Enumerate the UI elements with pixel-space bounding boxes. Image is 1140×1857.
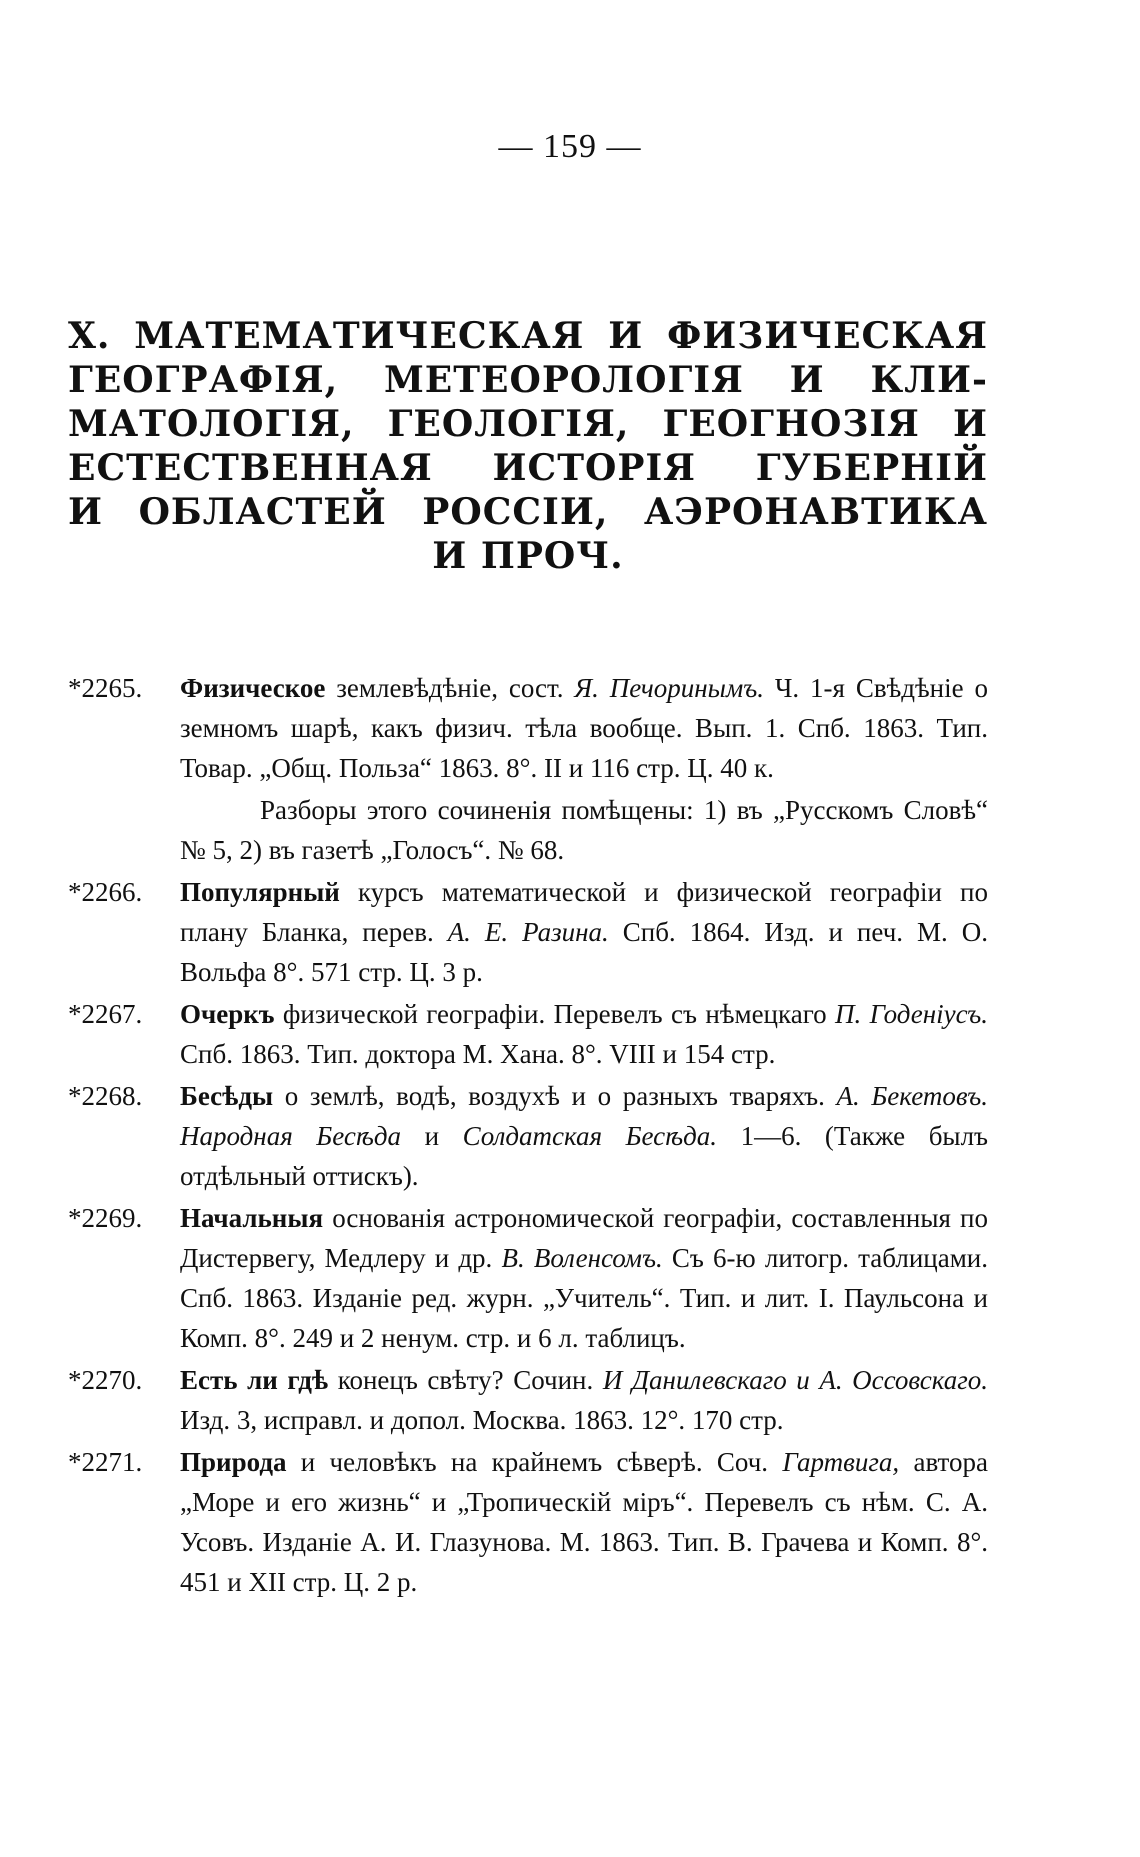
entry-keyword: Физическое xyxy=(180,673,326,703)
bibliography-entry xyxy=(68,1076,988,1196)
entry-number: *2266. xyxy=(68,877,143,907)
entry-author: А. Е. Разина. xyxy=(447,917,609,947)
entry-note: Разборы этого сочиненія помѣщены: 1) въ „Русскомъ Словѣ“ № 5, 2) въ газетѣ „Голосъ“. № 68. xyxy=(180,795,988,865)
entry-author: П. Годеніусъ. xyxy=(835,999,988,1029)
entry-number: *2265. xyxy=(68,673,143,703)
entry-body xyxy=(180,1081,988,1191)
entry-text: и человѣкъ на крайнемъ сѣверѣ. Соч. xyxy=(286,1447,783,1477)
page-number: — 159 — xyxy=(498,128,642,165)
entry-number: *2270. xyxy=(68,1365,143,1395)
bibliography-list xyxy=(68,668,988,1604)
entry-text: землевѣдѣніе, сост. xyxy=(325,673,575,703)
entry-number: *2267. xyxy=(68,999,143,1029)
entry-keyword: Начальныя xyxy=(180,1203,324,1233)
entry-text: Съ 6-ю литогр. таблицами. Спб. 1863. Изданіе ред. журн. „Учитель“. Тип. и лит. І. Паульсона и Комп. 8°. 249 и 2 ненум. стр. и 6 л. таблицъ. xyxy=(180,1243,988,1353)
entry-number: *2268. xyxy=(68,1081,143,1111)
entry-text: основанія астрономической географіи, составленныя по Дистервегу, Медлеру и др. xyxy=(180,1203,988,1273)
heading-line: ГЕОГРАФІЯ, МЕТЕОРОЛОГІЯ И КЛИ- xyxy=(68,359,988,401)
entry-author: Я. Печоринымъ. xyxy=(574,673,764,703)
entry-number: *2271. xyxy=(68,1447,143,1477)
entry-keyword: Есть ли гдѣ xyxy=(180,1365,329,1395)
heading-line: ЕСТЕСТВЕННАЯ ИСТОРІЯ ГУБЕРНІЙ xyxy=(68,447,988,489)
bibliography-entry xyxy=(68,872,988,992)
entry-number: *2269. xyxy=(68,1203,143,1233)
entry-text: автора „Море и его жизнь“ и „Тропическій міръ“. Перевелъ съ нѣм. С. А. Усовъ. Изданіе А. И. Глазунова. М. 1863. Тип. В. Грачева и Комп. 8°. 451 и XII стр. Ц. 2 р. xyxy=(180,1447,988,1597)
entry-text: Изд. 3, исправл. и допол. Москва. 1863. 12°. 170 стр. xyxy=(180,1405,784,1435)
entry-body xyxy=(180,999,988,1069)
heading-line: МАТОЛОГІЯ, ГЕОЛОГІЯ, ГЕОГНОЗІЯ И xyxy=(68,403,988,445)
entry-author: Гартвига, xyxy=(782,1447,900,1477)
entry-text: Спб. 1863. Тип. доктора М. Хана. 8°. VIII и 154 стр. xyxy=(180,1039,776,1069)
entry-text: конецъ свѣту? Сочин. xyxy=(328,1365,603,1395)
bibliography-entry xyxy=(68,1360,988,1440)
entry-keyword: Очеркъ xyxy=(180,999,275,1029)
heading-line: X. МАТЕМАТИЧЕСКАЯ И ФИЗИЧЕСКАЯ xyxy=(68,315,988,357)
entry-text: Ч. 1-я Свѣдѣніе о земномъ шарѣ, какъ физич. тѣла вообще. Вып. 1. Спб. 1863. Тип. Товар. „Общ. Польза“ 1863. 8°. II и 116 стр. Ц. 40 к. xyxy=(180,673,988,783)
entry-body xyxy=(180,673,988,783)
entry-author: Солдатская Бесѣда. xyxy=(462,1121,718,1151)
heading-line: И ПРОЧ. xyxy=(432,535,624,577)
entry-body xyxy=(180,1447,988,1597)
entry-body xyxy=(180,1203,988,1353)
entry-text: и xyxy=(401,1121,463,1151)
entry-text: 1—6. (Также былъ отдѣльный оттискъ). xyxy=(180,1121,989,1191)
entry-author: А. Бекетовъ. Народная Бесѣда xyxy=(180,1081,988,1151)
heading-line: И ОБЛАСТЕЙ РОССІИ, АЭРОНАВТИКА xyxy=(68,491,988,533)
entry-keyword: Популярный xyxy=(180,877,340,907)
entry-body xyxy=(180,877,988,987)
entry-keyword: Природа xyxy=(180,1447,287,1477)
bibliography-entry xyxy=(68,668,988,788)
entry-text: физической географіи. Перевелъ съ нѣмецкаго xyxy=(274,999,835,1029)
entry-text: курсъ математической и физической географіи по плану Бланка, перев. xyxy=(180,877,988,947)
bibliography-entry xyxy=(68,1442,988,1602)
entry-author: И Данилевскаго и А. Оссовскаго. xyxy=(602,1365,989,1395)
entry-keyword: Бесѣды xyxy=(180,1081,274,1111)
entry-text: Спб. 1864. Изд. и печ. М. О. Вольфа 8°. 571 стр. Ц. 3 р. xyxy=(180,917,988,987)
bibliography-entry xyxy=(68,1198,988,1358)
entry-text: о землѣ, водѣ, воздухѣ и о разныхъ тваряхъ. xyxy=(273,1081,837,1111)
bibliography-entry xyxy=(68,994,988,1074)
section-heading xyxy=(68,314,988,578)
entry-author: В. Воленсомъ. xyxy=(501,1243,663,1273)
entry-body xyxy=(180,1365,988,1435)
